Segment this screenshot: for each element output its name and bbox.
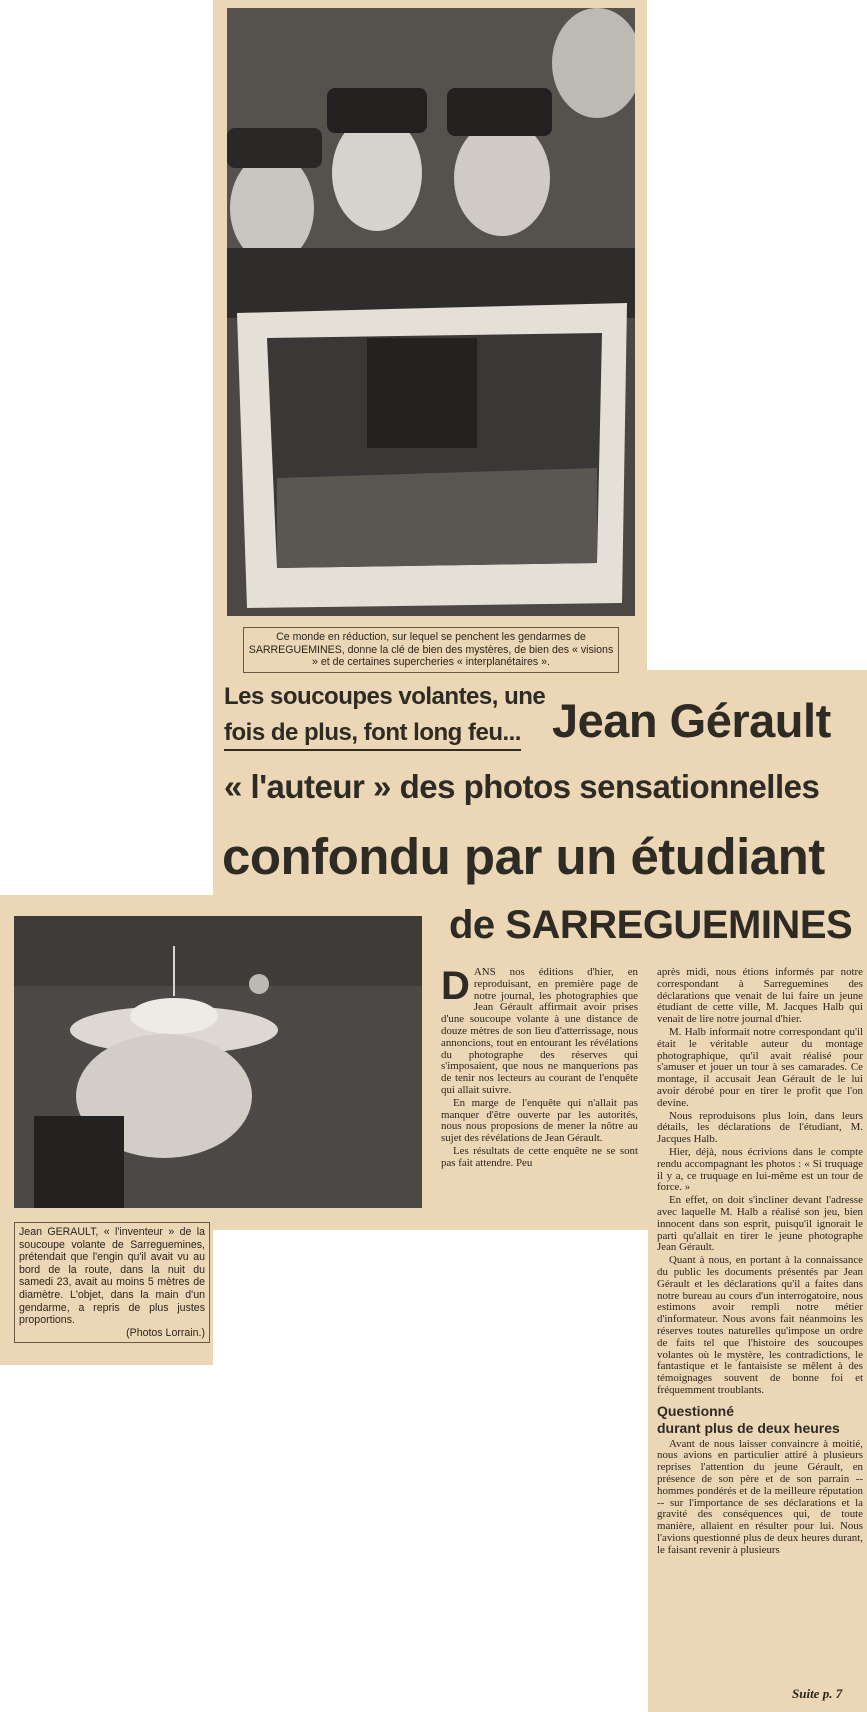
gendarmes-illustration [227, 8, 635, 616]
photo-credit: (Photos Lorrain.) [126, 1326, 205, 1339]
saucer-photo-caption [14, 1222, 210, 1343]
subheading-line1: Questionné [657, 1402, 735, 1419]
headline-line2: « l'auteur » des photos sensationnelles [224, 768, 820, 805]
subheading [657, 1403, 863, 1437]
paragraph: ANS nos éditions d'hier, en reproduisant, en première page de notre journal, les photographies que Jean Gérault affirmait avoir prises d'une soucoupe volante à une distance de douze mètres de son lieu d'atterrissage, nous annoncions, tout en entourant les révélations du photographe des réserves qui s'imposaient, que nous ne manquerions pas de tenir nos lecteurs au courant de l'enquête qui allait suivre. [441, 966, 638, 1096]
continued-note: Suite p. 7 [792, 1686, 843, 1701]
paragraph: après midi, nous étions informés par notre correspondant à Sarreguemines des déclarations que venait de lui faire un jeune étudiant de cette ville, M. Jacques Halb qui venait de lire notre journal d'hier. [657, 966, 863, 1026]
paragraph: Avant de nous laisser convaincre à moitié, nous avions en particulier attiré à plusieurs reprises l'attention du jeune Gérault, en présence de son père et de son parrain -- hommes pondérés et de la meilleure réputation -- sur l'importance de ses déclarations et la gravité des conséquences qui, de toute manière, allaient en résulter pour lui. Nous l'avions questionné plus de deux heures durant, le faisant revenir à plusieurs [657, 1437, 863, 1556]
article-column-2 [657, 967, 863, 1558]
headline-line3: confondu par un étudiant [222, 828, 825, 885]
saucer-illustration [14, 916, 422, 1208]
paragraph: Nous reproduisons plus loin, dans leurs détails, les déclarations de l'étudiant, M. Jacques Halb. [657, 1109, 863, 1146]
paragraph: Hier, déjà, nous écrivions dans le compte rendu accompagnant les photos : « Si truquage il y a, ce truquage en lui-même est un tour de force. » [657, 1145, 863, 1194]
saucer-in-hand-photo [14, 916, 422, 1208]
headline-name: Jean Gérault [552, 694, 831, 747]
drop-cap: D [441, 964, 470, 1008]
paragraph: En effet, on doit s'incliner devant l'adresse avec laquelle M. Halb a réalisé son jeu, bien innocent dans son esprit, puisqu'il ignorait le parti qu'allait en tirer le jeune photographe Jean Gérault. [657, 1194, 863, 1254]
paragraph: Quant à nous, en portant à la connaissance du public les documents présentés par Jean Gérault et les déclarations qu'il a faites dans notre bureau au cours d'un interrogatoire, nous estimons avoir rempli notre métier d'informateur. Nous avons fait néanmoins les réserves toutes naturelles qu'impose un ordre de faits tel que l'histoire des soucoupes volantes où le mystère, les contradictions, le fantastique et le fantaisiste se mêlent à des témoignages souvent de bonne foi et fréquemment troublants. [657, 1254, 863, 1396]
headline-kicker-line2: fois de plus, font long feu... [224, 719, 521, 751]
article-column-1 [441, 964, 638, 1171]
subheading-line2: durant plus de deux heures [657, 1419, 840, 1436]
paragraph: Les résultats de cette enquête ne se sont pas fait attendre. Peu [441, 1144, 638, 1169]
gendarmes-photo [227, 8, 635, 616]
headline-line4: de SARREGUEMINES [449, 903, 853, 947]
paragraph: M. Halb informait notre correspondant qu'il était le véritable auteur du montage photographique, qu'il avait réalisé pour s'amuser et jouer un tour à ses camarades. Ce montage, il accusait Jean Gérault de le lui avoir dérobé pour en tirer le profit que l'on devine. [657, 1025, 863, 1109]
top-photo-caption: Ce monde en réduction, sur lequel se penchent les gendarmes de SARREGUEMINES, donne la clé de bien des mystères, de bien des « visions » et de certaines supercheries « interplanétaires ». [243, 627, 619, 673]
paragraph: En marge de l'enquête qui n'allait pas manquer d'être ouverte par les autorités, nous nous proposions de mener la nôtre au sujet des révélations de Jean Gérault. [441, 1096, 638, 1145]
headline-kicker-line1: Les soucoupes volantes, une [224, 683, 546, 710]
saucer-caption-text: Jean GERAULT, « l'inventeur » de la soucoupe volante de Sarreguemines, prétendait que l'engin qu'il avait vu au bord de la route, dans la nuit du samedi 23, avait au moins 5 mètres de diamètre. L'objet, dans la main d'un gendarme, a repris de plus justes proportions. [19, 1226, 205, 1327]
